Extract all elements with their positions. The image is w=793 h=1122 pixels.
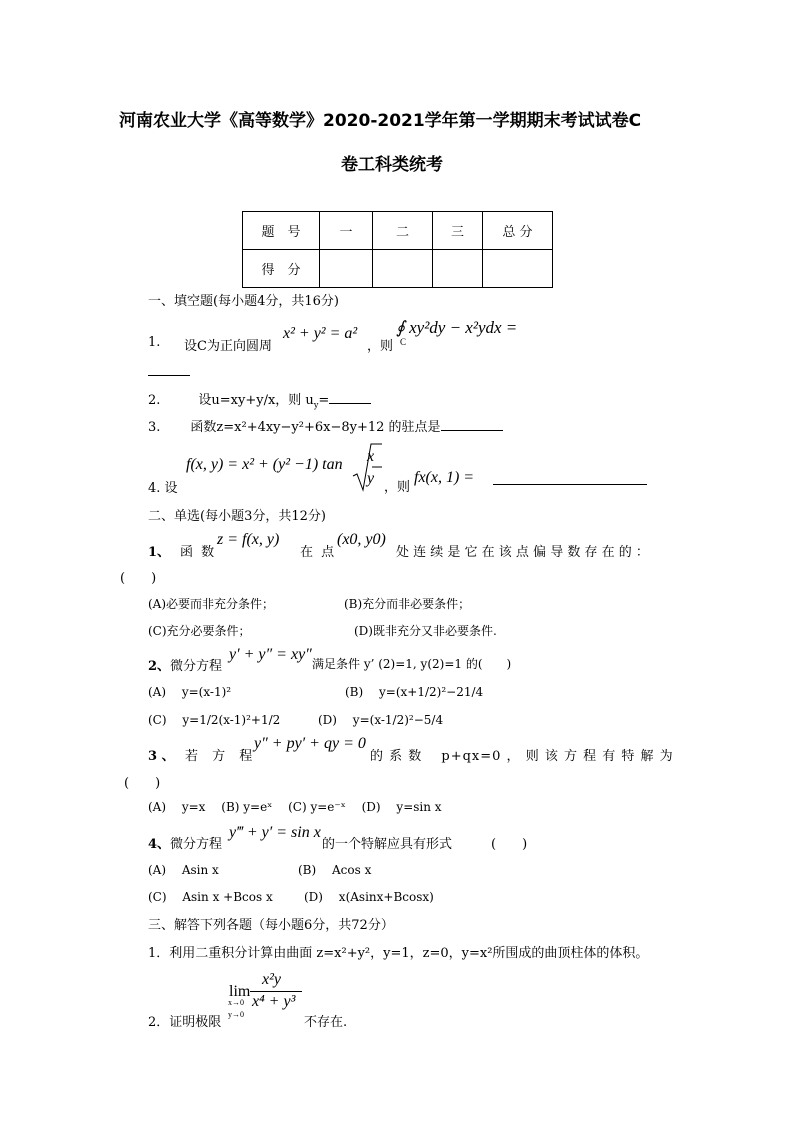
s3-q2-frac-num: x²y [262, 971, 281, 988]
s2-q2-option-c: (C) y=1/2(x-1)²+1/2 [148, 713, 281, 727]
s1-q4-formula: f(x, y) = x² + (y² −1) tan [186, 456, 343, 473]
s2-q2-option-b: (B) y=(x+1/2)²−21/4 [345, 685, 484, 699]
score-cell-3: 三 [433, 212, 483, 250]
s1-q3-answer-blank [441, 419, 503, 431]
s2-q1-text1: 函 数 [180, 545, 217, 560]
s2-q4-tail: 的一个特解应具有形式 ( ) [322, 837, 528, 852]
section2-heading: 二、单选(每小题3分，共12分) [148, 509, 326, 524]
s2-q2-option-a: (A) y=(x-1)² [148, 685, 232, 699]
s2-q1-formula: z = f(x, y) [217, 531, 280, 548]
score-cell-total: 总 分 [483, 212, 553, 250]
score-row-label: 得 分 [243, 250, 320, 288]
s3-q2-num: 2．证明极限 [148, 1015, 222, 1030]
s1-q1-subscript: C [400, 337, 407, 347]
score-blank-1 [320, 250, 373, 288]
s3-q1: 1．利用二重积分计算由曲面 z=x²+y²，y=1，z=0，y=x²所围成的曲顶柱体的体积。 [148, 946, 649, 961]
s2-q1-option-c: (C)充分必要条件； [148, 624, 251, 638]
s2-q4-option-b: (B) Acos x [298, 863, 372, 877]
s2-q1-option-b: (B)充分而非必要条件； [344, 597, 471, 611]
s2-q4-option-c: (C) Asin x +Bcos x [148, 890, 273, 904]
s1-q4-rhs: fx(x, 1) = [414, 469, 475, 486]
section1-heading: 一、填空题(每小题4分，共16分) [148, 294, 339, 309]
section3-heading: 三、解答下列各题（每小题6分，共72分） [148, 918, 394, 933]
s1-q2-answer-blank [329, 392, 371, 404]
s2-q3-num: 3 、 [148, 749, 175, 764]
score-cell-2: 二 [373, 212, 433, 250]
s2-q1-num: 1、 [148, 545, 171, 560]
s2-q3-text2: 的 系 数 p+qx=0 ， 则 该 方 程 有 特 解 为 [370, 749, 674, 764]
s3-q2-lim-sub-x: x→0 [228, 998, 244, 1007]
page-subtitle: 卷工科类统考 [341, 155, 443, 175]
s2-q1-paren: ( ) [120, 571, 157, 586]
s2-q2-option-d: (D) y=(x-1/2)²−5/4 [318, 713, 444, 727]
s2-q2-num: 2、 [148, 659, 171, 674]
s1-q3-text: 函数z=x²+4xy−y²+6x−8y+12 的驻点是 [190, 420, 441, 435]
s2-q4-option-a: (A) Asin x [148, 863, 219, 877]
score-table-score-row [243, 250, 553, 288]
s2-q4-formula: y‴ + y′ = sin x [229, 824, 321, 841]
score-table [242, 211, 553, 288]
s1-q1-answer-blank [148, 375, 190, 376]
score-blank-total [483, 250, 553, 288]
s1-q2-eq: = [318, 393, 330, 408]
s2-q4-text: 微分方程 [170, 837, 223, 852]
s1-q1-text: 设C为正向圆周 [184, 339, 272, 354]
s1-q1-integral: ∮ xy²dy − x²ydx = [396, 318, 518, 337]
s2-q2-text: 微分方程 [170, 659, 223, 674]
s1-q2-sub: y [313, 400, 319, 410]
s2-q1-text3: 处 连 续 是 它 在 该 点 偏 导 数 存 在 的 ： [396, 545, 649, 560]
s1-q4-answer-blank [493, 484, 647, 485]
score-cell-1: 一 [320, 212, 373, 250]
s2-q2-lead [148, 655, 222, 674]
score-blank-2 [373, 250, 433, 288]
s1-q3 [148, 416, 503, 435]
score-table-header-row [243, 212, 553, 250]
page-title: 河南农业大学《高等数学》2020-2021学年第一学期期末考试试卷C [119, 111, 642, 131]
s3-q2-lim: lim [229, 983, 251, 1000]
s2-q3-options: (A) y=x (B) y=eˣ (C) y=e⁻ˣ (D) y=sin x [148, 800, 442, 814]
s2-q4-lead [148, 833, 222, 852]
s1-q2-num: 2. [148, 393, 161, 408]
s1-q3-num: 3. [148, 420, 161, 435]
s1-q1-then: ，则 [367, 339, 394, 354]
s2-q1-option-d: (D)既非充分又非必要条件. [354, 624, 497, 638]
score-cell-label: 题 号 [243, 212, 320, 250]
s3-q2-tail: 不存在. [304, 1015, 348, 1030]
s2-q4-num: 4、 [148, 837, 171, 852]
s2-q3-formula: y″ + py′ + qy = 0 [254, 735, 366, 752]
s3-q2-frac-bar [250, 991, 302, 992]
s1-q4-num: 4. 设 [148, 481, 178, 496]
s1-q2-text: 设u=xy+y/x，则 u [198, 393, 314, 408]
s2-q4-option-d: (D) x(Asinx+Bcosx) [304, 890, 434, 904]
s1-q2 [148, 389, 371, 410]
s2-q1-point: (x0, y0) [337, 531, 386, 548]
s2-q2-formula: y′ + y″ = xy″ [229, 646, 312, 663]
s3-q2-frac-den: x⁴ + y³ [252, 993, 296, 1010]
s1-q4-frac-num: x [367, 448, 375, 465]
s2-q1-option-a: (A)必要而非充分条件； [148, 597, 275, 611]
s1-q1-num: 1. [148, 335, 161, 350]
s1-q4-then: ，则 [384, 480, 411, 495]
s2-q2-condition: 满足条件 y’ (2)=1, y(2)=1 的( ) [312, 657, 512, 671]
s2-q1-text2: 在 点 [300, 545, 337, 560]
s2-q3-text1: 若 方 程 [185, 749, 258, 764]
s3-q2-lim-sub-y: y→0 [228, 1010, 244, 1019]
s1-q4-frac-den: y [367, 470, 375, 487]
score-blank-3 [433, 250, 483, 288]
s1-q1-formula: x² + y² = a² [283, 325, 358, 342]
s2-q3-paren: ( ) [124, 776, 161, 791]
